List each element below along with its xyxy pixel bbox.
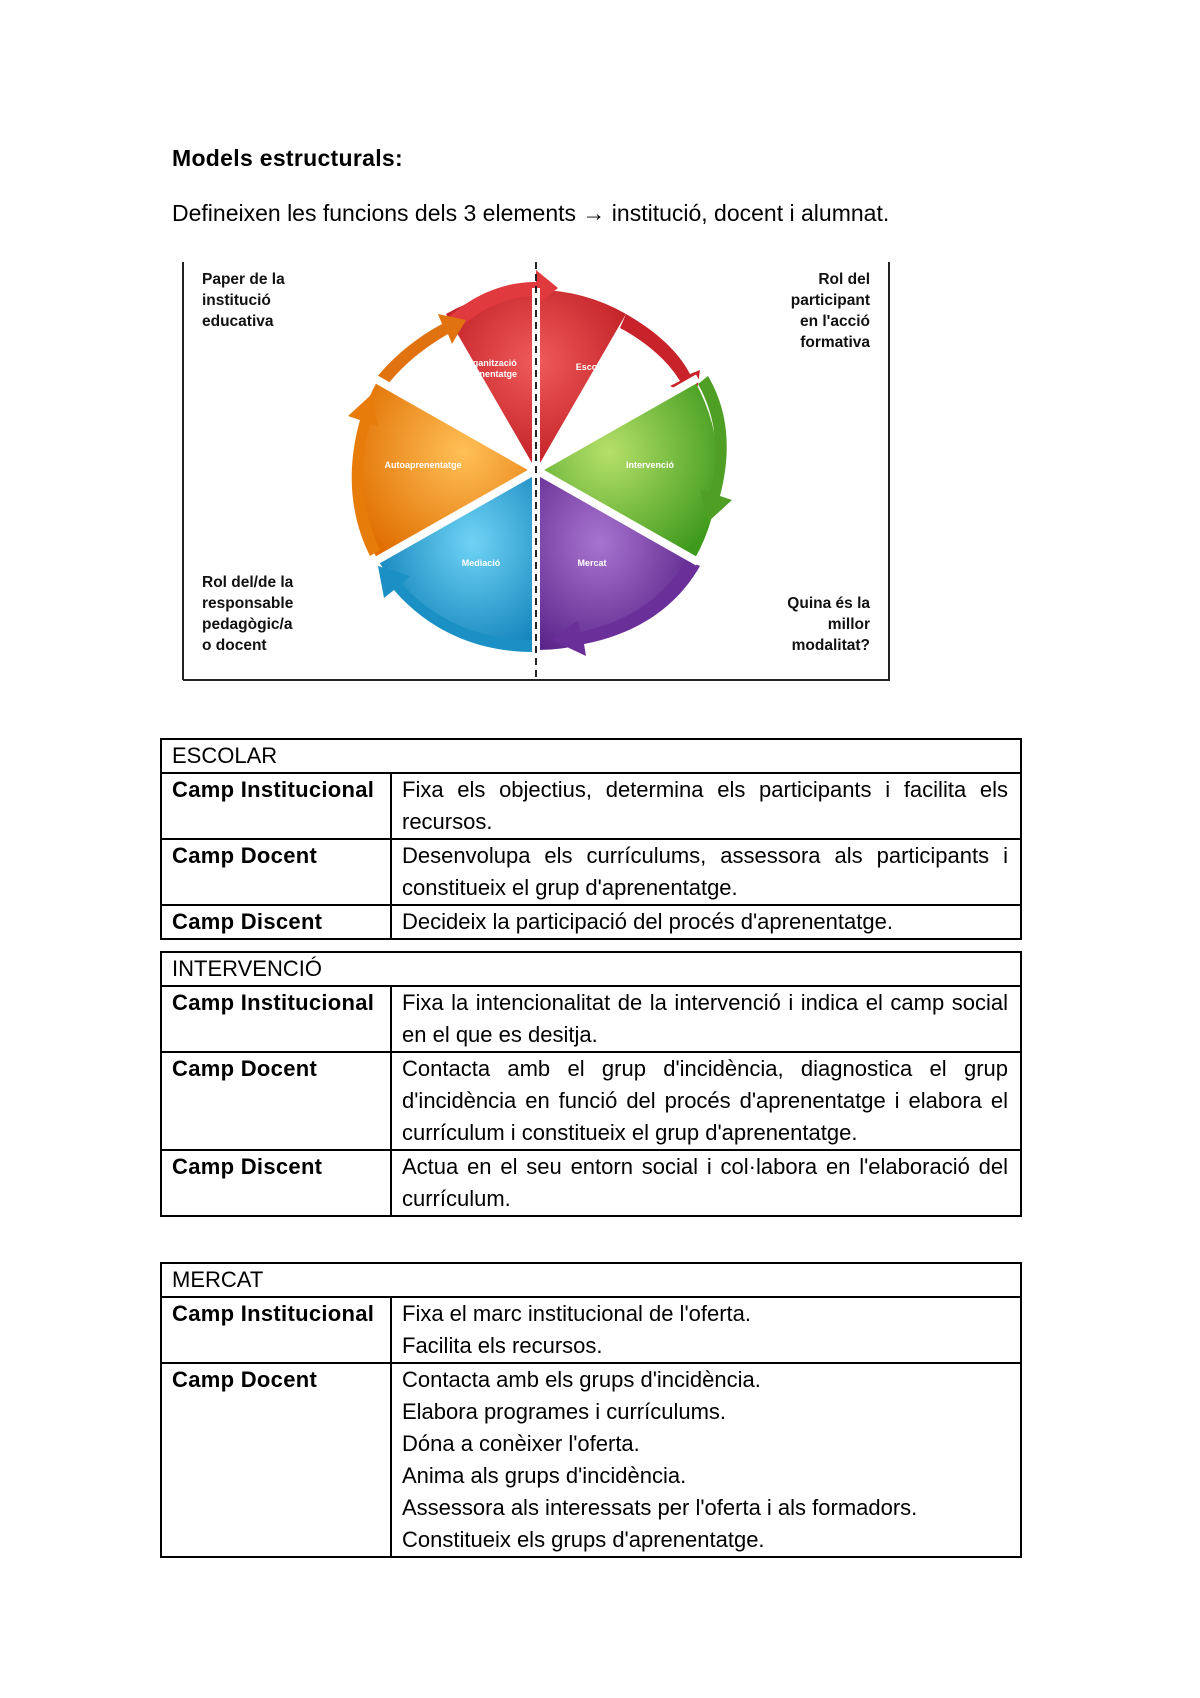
intro-elements: institució, docent i alumnat. bbox=[611, 200, 890, 226]
corner-top-right-1: Rol del bbox=[818, 271, 870, 288]
row-label: Camp Institucional bbox=[161, 773, 391, 839]
row-description: Fixa la intencionalitat de la intervenció i indica el camp social en el que es desitja. bbox=[391, 986, 1021, 1052]
description-line: Constitueix els grups d'aprenentatge. bbox=[402, 1527, 765, 1552]
row-description: Contacta amb el grup d'incidència, diagnostica el grup d'incidència en funció del procés d'aprenentatge i elabora el currículum i constitueix el grup d'aprenentatge. bbox=[391, 1052, 1021, 1150]
table-row bbox=[161, 1297, 1021, 1363]
table-mercat bbox=[160, 1262, 1022, 1558]
corner-top-right-3: en l'acció bbox=[799, 313, 870, 330]
segment-label-mercat: Mercat bbox=[577, 558, 607, 568]
row-description: Fixa els objectius, determina els participants i facilita els recursos. bbox=[391, 773, 1021, 839]
corner-bottom-right-1: Quina és la bbox=[787, 595, 870, 612]
table-row bbox=[161, 1052, 1021, 1150]
row-label: Camp Institucional bbox=[161, 1297, 391, 1363]
row-description: Decideix la participació del procés d'aprenentatge. bbox=[391, 905, 1021, 939]
table-row bbox=[161, 773, 1021, 839]
segment-label-escolar: Escolar bbox=[575, 362, 609, 372]
corner-top-left-3: educativa bbox=[202, 313, 274, 330]
row-label: Camp Institucional bbox=[161, 986, 391, 1052]
corner-top-left-1: Paper de la bbox=[202, 271, 285, 288]
description-line: Assessora als interessats per l'oferta i als formadors. bbox=[402, 1495, 918, 1520]
segment-label-intervencio: Intervenció bbox=[625, 460, 675, 470]
intro-text: Defineixen les funcions dels 3 elements bbox=[172, 200, 577, 226]
table-row bbox=[161, 1363, 1021, 1557]
corner-bottom-left-2: responsable bbox=[202, 595, 294, 612]
row-label: Camp Docent bbox=[161, 839, 391, 905]
row-label: Camp Discent bbox=[161, 1150, 391, 1216]
corner-top-right-2: participant bbox=[790, 292, 870, 309]
intro-paragraph bbox=[172, 200, 889, 227]
corner-top-right-4: formativa bbox=[800, 334, 870, 351]
segment-label-autoaprenentatge: Autoaprenentatge bbox=[384, 460, 462, 470]
table-row bbox=[161, 1150, 1021, 1216]
segment-label-mediacio: Mediació bbox=[461, 558, 501, 568]
row-description bbox=[391, 1363, 1021, 1557]
row-label: Camp Docent bbox=[161, 1052, 391, 1150]
table-intervencio bbox=[160, 951, 1022, 1217]
description-line: Elabora programes i currículums. bbox=[402, 1399, 727, 1424]
corner-bottom-left-3: pedagògic/a bbox=[202, 616, 293, 633]
table-title: INTERVENCIÓ bbox=[161, 952, 1021, 986]
segment-label-autoorganitzacio-1: Autoorganització bbox=[443, 358, 517, 368]
table-row bbox=[161, 839, 1021, 905]
arrow-icon: → bbox=[582, 200, 606, 226]
row-description: Desenvolupa els currículums, assessora als participants i constitueix el grup d'aprenentatge. bbox=[391, 839, 1021, 905]
row-label: Camp Docent bbox=[161, 1363, 391, 1557]
table-title: MERCAT bbox=[161, 1263, 1021, 1297]
row-description bbox=[391, 1297, 1021, 1363]
description-line: Contacta amb els grups d'incidència. bbox=[402, 1367, 761, 1392]
structural-models-diagram bbox=[180, 260, 892, 682]
corner-bottom-right-2: millor bbox=[827, 616, 870, 633]
table-row bbox=[161, 905, 1021, 939]
description-line: Fixa el marc institucional de l'oferta. bbox=[402, 1301, 752, 1326]
table-row bbox=[161, 986, 1021, 1052]
table-title: ESCOLAR bbox=[161, 739, 1021, 773]
corner-top-left-2: institució bbox=[202, 292, 271, 309]
row-description: Actua en el seu entorn social i col·labora en l'elaboració del currículum. bbox=[391, 1150, 1021, 1216]
table-escolar bbox=[160, 738, 1022, 940]
corner-bottom-right-3: modalitat? bbox=[791, 637, 870, 654]
description-line: Dóna a conèixer l'oferta. bbox=[402, 1431, 640, 1456]
segment-label-autoorganitzacio-2: de l'aprenentatge bbox=[442, 369, 518, 379]
row-label: Camp Discent bbox=[161, 905, 391, 939]
description-line: Anima als grups d'incidència. bbox=[402, 1463, 687, 1488]
corner-bottom-left-1: Rol del/de la bbox=[202, 574, 294, 591]
page-heading: Models estructurals: bbox=[172, 145, 403, 171]
corner-bottom-left-4: o docent bbox=[202, 637, 267, 654]
description-line: Facilita els recursos. bbox=[402, 1333, 603, 1358]
